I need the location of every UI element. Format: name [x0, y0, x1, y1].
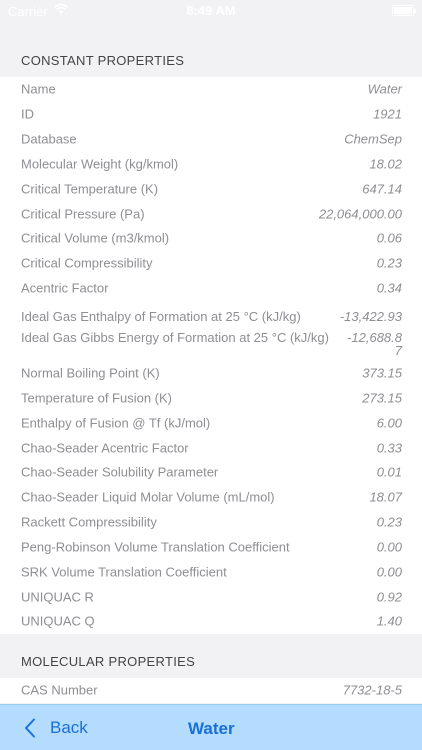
- nav-title: Water: [188, 719, 235, 738]
- row-value: 0.34: [376, 280, 402, 296]
- row-label: Critical Compressibility: [21, 255, 153, 271]
- row-label: Name: [21, 81, 56, 97]
- list-item[interactable]: [0, 609, 422, 634]
- row-label: Chao-Seader Solubility Parameter: [21, 464, 219, 480]
- row-label: Ideal Gas Gibbs Energy of Formation at 25 °C (kJ/kg): [21, 329, 329, 345]
- list-item[interactable]: [0, 77, 422, 102]
- row-value: 0.92: [376, 589, 402, 605]
- status-bar: [0, 0, 422, 22]
- list-item[interactable]: [0, 201, 422, 226]
- row-label: Enthalpy of Fusion @ Tf (kJ/mol): [21, 415, 211, 431]
- row-label: UNIQUAC R: [21, 589, 94, 605]
- list-item[interactable]: [0, 102, 422, 127]
- row-label: Critical Temperature (K): [21, 181, 159, 197]
- row-label: Acentric Factor: [21, 280, 109, 296]
- list-item[interactable]: [0, 152, 422, 177]
- battery-icon: [392, 5, 414, 16]
- molecular-properties-header: MOLECULAR PROPERTIES: [21, 654, 196, 669]
- row-label: Temperature of Fusion (K): [21, 390, 173, 406]
- row-value: 273.15: [362, 390, 402, 406]
- row-label: SRK Volume Translation Coefficient: [21, 564, 227, 580]
- row-value: 0.00: [376, 539, 402, 555]
- row-value: 0.06: [376, 230, 402, 246]
- constant-properties-list: [0, 77, 422, 634]
- carrier-label: Carrier: [8, 4, 48, 19]
- list-item[interactable]: [0, 584, 422, 609]
- row-label: Chao-Seader Liquid Molar Volume (mL/mol): [21, 489, 275, 505]
- row-label: Molecular Weight (kg/kmol): [21, 156, 179, 172]
- row-label: Chao-Seader Acentric Factor: [21, 440, 189, 456]
- list-item[interactable]: [0, 435, 422, 460]
- list-item[interactable]: [0, 510, 422, 535]
- list-item[interactable]: [0, 385, 422, 410]
- list-item[interactable]: [0, 559, 422, 584]
- list-item[interactable]: [0, 226, 422, 251]
- row-label: Ideal Gas Enthalpy of Formation at 25 °C (kJ/kg): [21, 308, 301, 324]
- list-item[interactable]: [0, 127, 422, 152]
- row-value: 22,064,000.00: [318, 206, 402, 222]
- chevron-left-icon: [24, 718, 36, 738]
- row-value: 18.07: [369, 489, 402, 505]
- row-value: 0.33: [376, 440, 402, 456]
- bottom-nav-bar: [0, 704, 422, 750]
- row-value: Water: [367, 81, 402, 97]
- row-label: Normal Boiling Point (K): [21, 365, 160, 381]
- row-label: Critical Pressure (Pa): [21, 206, 145, 222]
- row-value: 7732-18-5: [342, 682, 402, 698]
- row-label: Database: [21, 131, 77, 147]
- back-label: Back: [50, 718, 88, 737]
- list-item[interactable]: [0, 276, 422, 301]
- row-value: 0.23: [376, 514, 402, 530]
- row-label: Rackett Compressibility: [21, 514, 157, 530]
- row-value: 1921: [373, 106, 402, 122]
- row-label: CAS Number: [21, 682, 98, 698]
- molecular-properties-list: [0, 678, 422, 703]
- list-item[interactable]: [0, 301, 422, 329]
- row-value: 0.01: [376, 464, 402, 480]
- row-value: -12,688.87: [347, 329, 402, 358]
- row-value: -13,422.93: [339, 308, 402, 324]
- list-item[interactable]: [0, 485, 422, 510]
- list-item[interactable]: [0, 176, 422, 201]
- row-value: 0.23: [376, 255, 402, 271]
- row-value: 18.02: [369, 156, 402, 172]
- row-value: 6.00: [376, 415, 402, 431]
- row-value: 373.15: [362, 365, 402, 381]
- list-item[interactable]: [0, 361, 422, 386]
- row-label: UNIQUAC Q: [21, 613, 95, 629]
- list-item[interactable]: [0, 329, 422, 361]
- row-value: 647.14: [362, 181, 402, 197]
- back-button[interactable]: [24, 705, 88, 750]
- row-label: Critical Volume (m3/kmol): [21, 230, 170, 246]
- list-item[interactable]: [0, 678, 422, 703]
- status-time: 8:49 AM: [186, 3, 236, 18]
- constant-properties-header: CONSTANT PROPERTIES: [21, 53, 185, 68]
- row-label: Peng-Robinson Volume Translation Coefficient: [21, 539, 290, 555]
- row-value: 0.00: [376, 564, 402, 580]
- list-item[interactable]: [0, 410, 422, 435]
- row-value: ChemSep: [344, 131, 402, 147]
- list-item[interactable]: [0, 535, 422, 560]
- row-value: 1.40: [376, 613, 402, 629]
- list-item[interactable]: [0, 251, 422, 276]
- list-item[interactable]: [0, 460, 422, 485]
- row-label: ID: [21, 106, 34, 122]
